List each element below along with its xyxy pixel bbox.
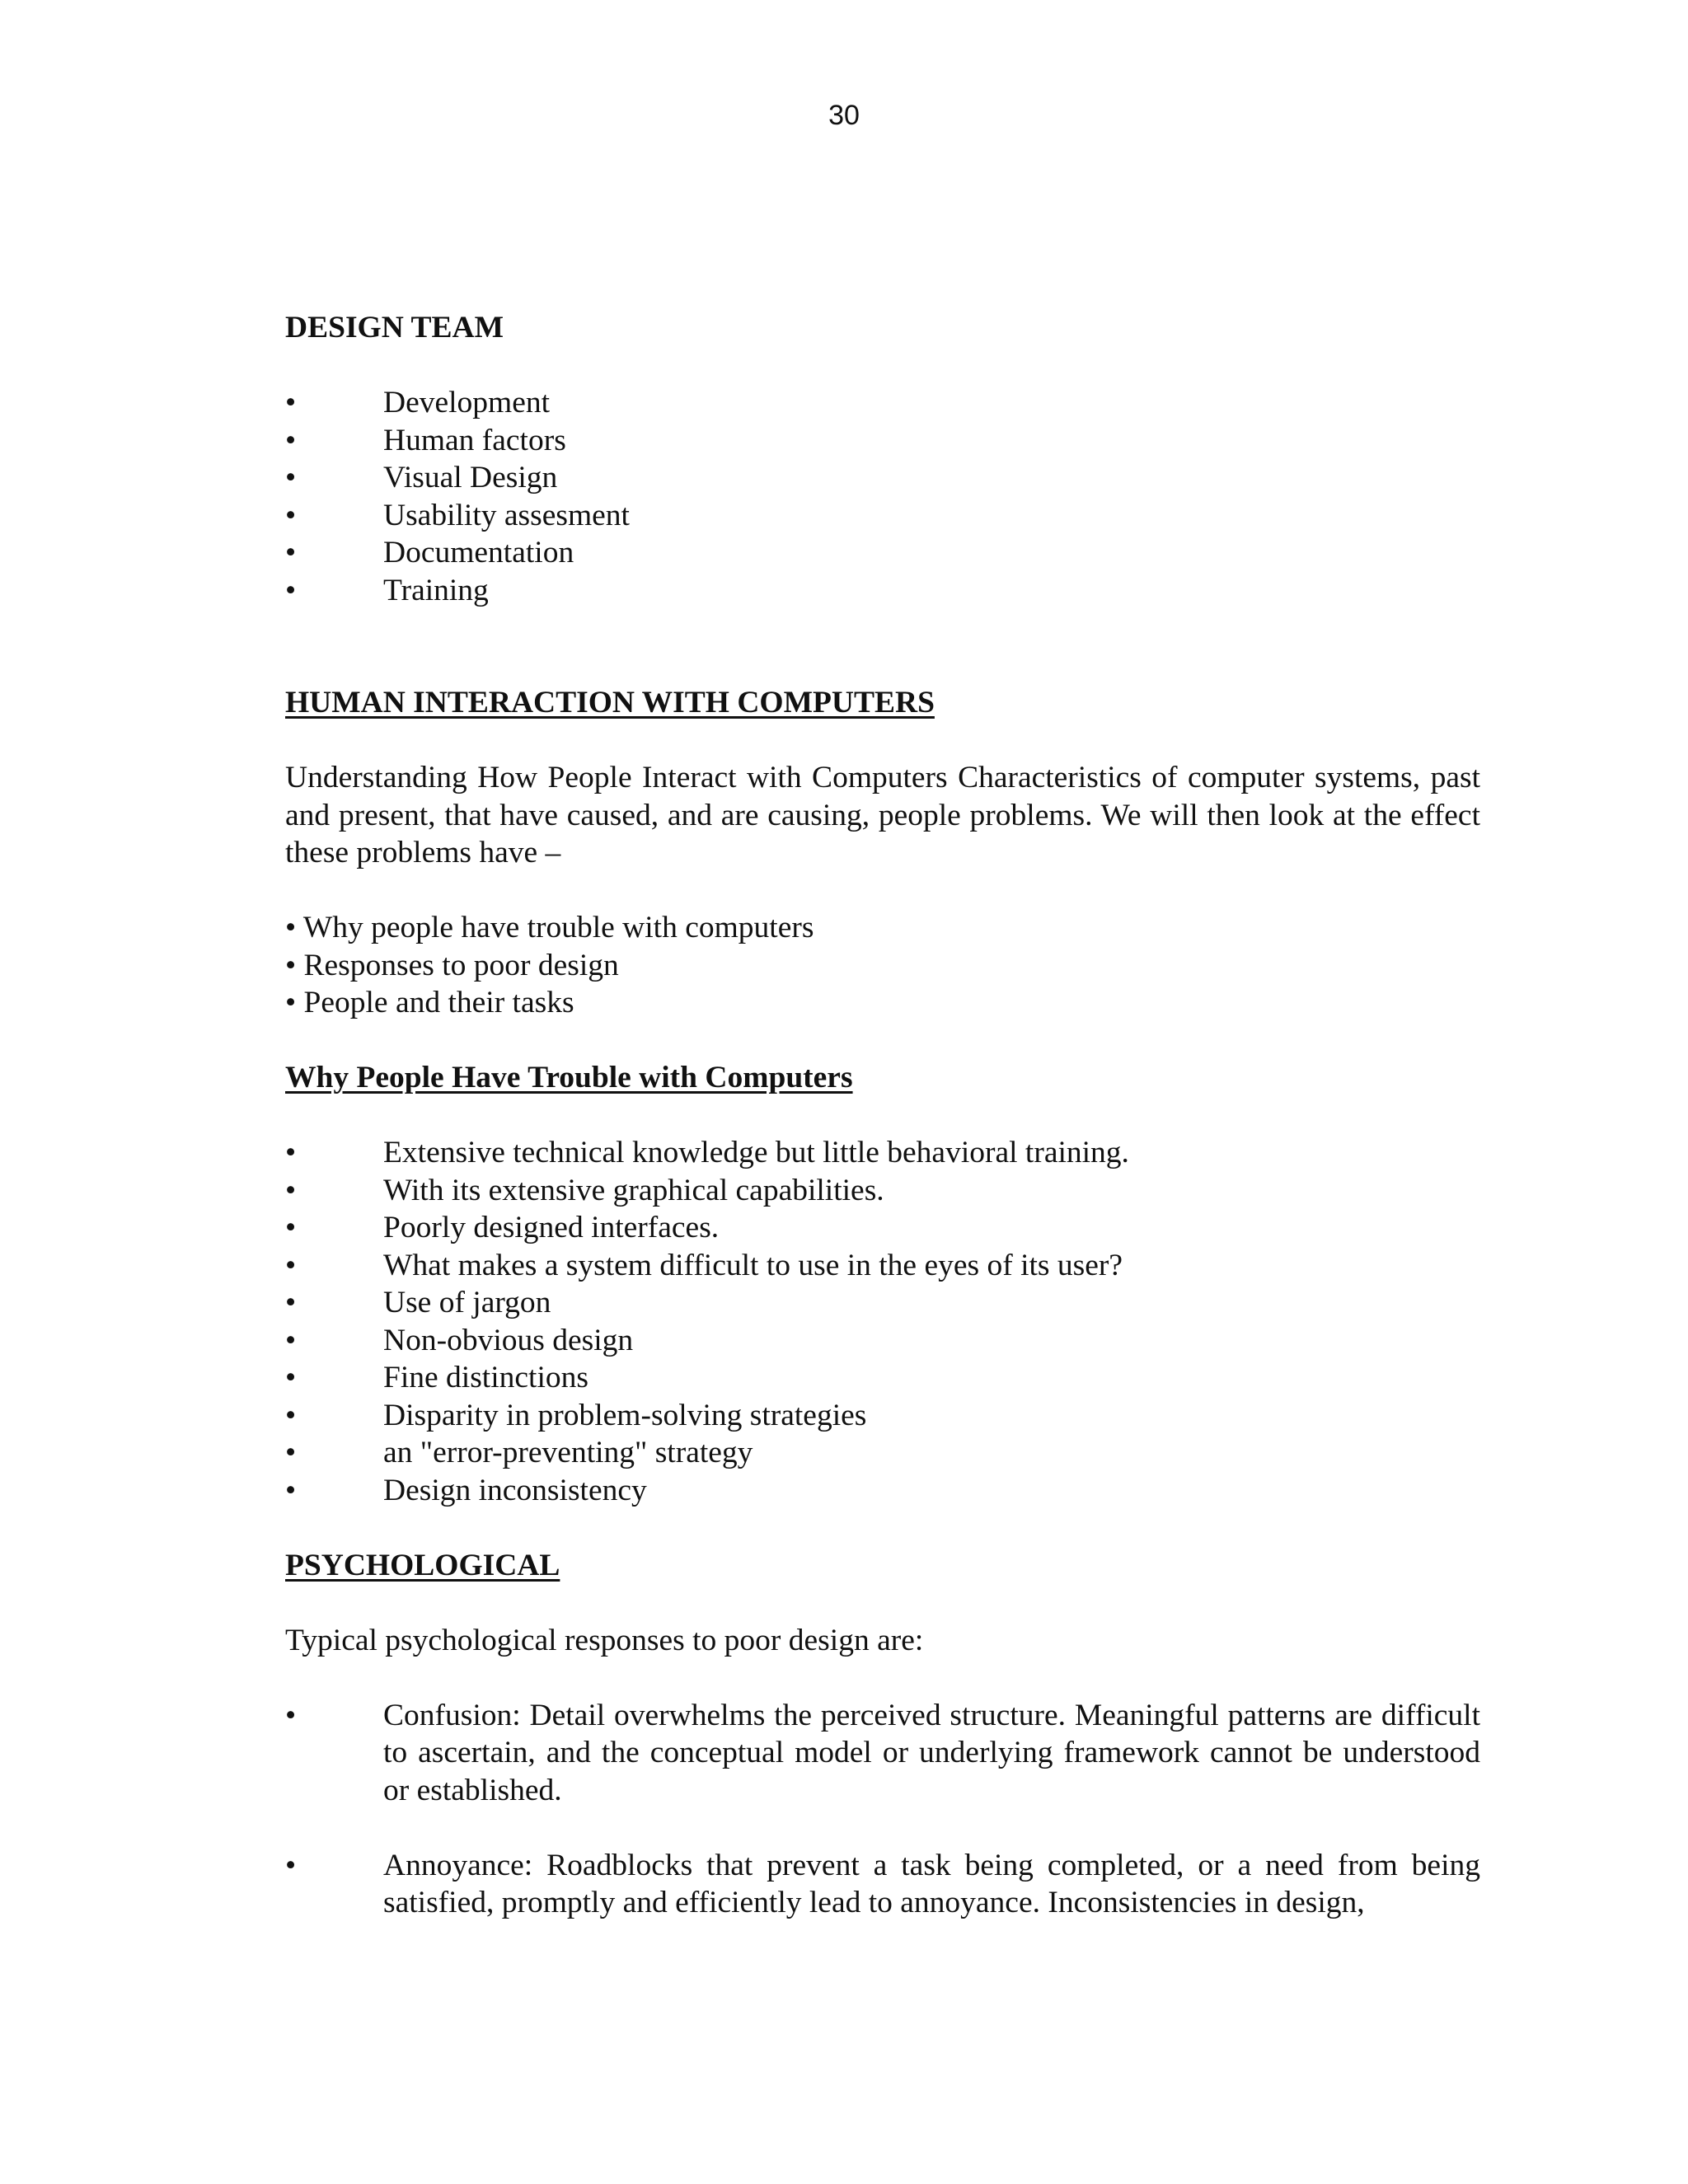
page-number: 30 bbox=[828, 100, 860, 131]
list-item: • Use of jargon bbox=[285, 1284, 1480, 1322]
bullet: • bbox=[285, 1173, 297, 1207]
bullet: • bbox=[285, 1398, 297, 1432]
list-item: • an "error-preventing" strategy bbox=[285, 1434, 1480, 1472]
list-item: • Fine distinctions bbox=[285, 1359, 1480, 1397]
list-item: • Why people have trouble with computers bbox=[285, 911, 814, 944]
bullet: • bbox=[285, 1286, 297, 1319]
bullet: • bbox=[285, 1436, 297, 1469]
bullet: • bbox=[285, 1136, 297, 1169]
bullet: • bbox=[285, 573, 297, 607]
psychological-heading: PSYCHOLOGICAL bbox=[285, 1548, 560, 1582]
list-spacer bbox=[285, 1809, 1480, 1847]
bullet: • bbox=[285, 386, 297, 419]
human-interaction-list bbox=[285, 909, 1480, 1022]
list-item: • Confusion: Detail overwhelms the perceived structure. Meaningful patterns are difficult to ascertain, and the conceptual model or underlying framework cannot be understood or established. bbox=[285, 1698, 1480, 1807]
design-team-list bbox=[285, 384, 1480, 609]
bullet: • bbox=[285, 1211, 297, 1244]
list-item: • Training bbox=[285, 572, 1480, 610]
list-item: • Extensive technical knowledge but little behavioral training. bbox=[285, 1134, 1480, 1172]
bullet: • bbox=[285, 1323, 297, 1357]
bullet: • bbox=[285, 536, 297, 569]
bullet: • bbox=[285, 1361, 297, 1394]
design-team-heading: DESIGN TEAM bbox=[285, 311, 504, 344]
list-item: • People and their tasks bbox=[285, 986, 574, 1019]
list-item: • Human factors bbox=[285, 422, 1480, 460]
human-interaction-paragraph: Understanding How People Interact with Computers Characteristics of computer systems, past and present, that have caused, and are causing, people problems. We will then look at the effect these problems have – bbox=[285, 761, 1480, 869]
list-item: • Responses to poor design bbox=[285, 948, 619, 982]
bullet: • bbox=[285, 498, 297, 532]
list-item: • With its extensive graphical capabilities. bbox=[285, 1172, 1480, 1210]
list-item: • Documentation bbox=[285, 534, 1480, 572]
bullet: • bbox=[285, 1473, 297, 1507]
bullet: • bbox=[285, 1248, 297, 1282]
list-item: • Non-obvious design bbox=[285, 1322, 1480, 1360]
why-trouble-list bbox=[285, 1134, 1480, 1509]
bullet: • bbox=[285, 1848, 297, 1882]
page-content bbox=[285, 309, 1480, 1922]
list-item: • Annoyance: Roadblocks that prevent a task being completed, or a need from being satisfied, promptly and efficiently lead to annoyance. Inconsistencies in design, bbox=[285, 1848, 1480, 1919]
bullet: • bbox=[285, 1698, 297, 1732]
why-trouble-heading: Why People Have Trouble with Computers bbox=[285, 1061, 853, 1094]
list-item: • Usability assesment bbox=[285, 497, 1480, 535]
psychological-intro: Typical psychological responses to poor design are: bbox=[285, 1623, 924, 1657]
psychological-list bbox=[285, 1697, 1480, 1922]
bullet: • bbox=[285, 423, 297, 457]
list-item: • Disparity in problem-solving strategies bbox=[285, 1397, 1480, 1435]
human-interaction-heading: HUMAN INTERACTION WITH COMPUTERS bbox=[285, 686, 935, 719]
list-item: • Development bbox=[285, 384, 1480, 422]
bullet: • bbox=[285, 461, 297, 494]
list-item: • What makes a system difficult to use in the eyes of its user? bbox=[285, 1247, 1480, 1285]
list-item: • Poorly designed interfaces. bbox=[285, 1209, 1480, 1247]
list-item: • Design inconsistency bbox=[285, 1472, 1480, 1510]
list-item: • Visual Design bbox=[285, 459, 1480, 497]
